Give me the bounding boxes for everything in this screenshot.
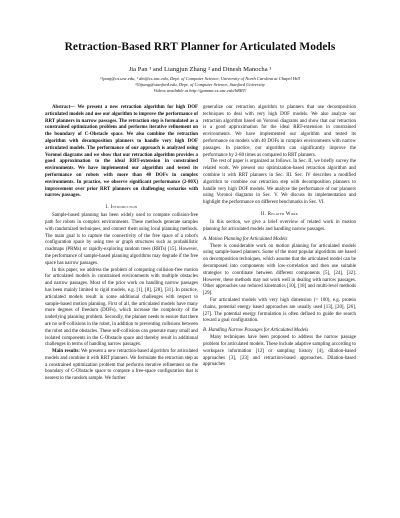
subsection-a-paragraph-1: There is considerable work on motion planning for articulated models using sample-based planners. Some of the most popular algorithms are based on decomposition techniques, which assume that the articulated model can be decomposed into components with low-correlation and then use suitable strategies to coordinate between different components [5], [24], [32]. However, these methods may not work well in dealing with narrow passages. Other approaches use reduced kinematics [10], [18] and multi-level methods [29]. [203,243,356,297]
video-link[interactable]: Videos available at http://gamma.cs.unc.edu/hRRT/ [153,88,247,93]
main-results-paragraph [45,349,198,383]
abstract-text: Abstract— We present a new retraction algorithm for high DOF articulated models and use our algorithm to improve the performance of RRT planners in narrow passages. The retraction step is formulated as a constrained optimization problem and performs iterative refinement on the boundary of C-Obstacle space. We also combine the retraction algorithm with decomposition planners to handle very high DOF articulated models. The performance of our approach is analyzed using Voronoi diagrams and we show that our retraction algorithm provides a good approximation to the ideal RRT-extension in constrained environments. We have implemented our algorithm and tested its performance on robots with more than 40 DOFs in complex environments. In practice, we observe significant performance (2-80X) improvement over prior RRT planners on challenging scenarios with narrow passages. [45,105,198,199]
main-results-body: We present a new retraction-based algorithm for articulated models and combine it with RRT planners. We formulate the retraction step as a constrained optimization problem that performs iterative refinement on the boundary of C-Obstacle space to compute a free-space configuration that is nearest to the random sample. We further [45,349,199,382]
affiliation-1: ¹{panj@cs.unc.edu, ¹ dm@cs.unc.edu, Dept. of Computer Science, University of North Carolina at Chapel Hill [100,76,300,81]
subsection-b-paragraph-1: Many techniques have been proposed to address the narrow passage problem for articulated models. These include adaptive sampling according to workspace information [12] or sampling history [4], dilation-based approaches [3], [23] and retraction-based approaches. Dilation-based approaches [203,335,356,368]
left-column [45,105,198,383]
subsection-heading-b: B. Handling Narrow Passages for Articulated Models [203,328,309,334]
subsection-a-paragraph-2: For articulated models with very high dimension (> 100), e.g. protein chains, potential energy based approaches are usually used [13], [20], [26], [27]. The potential energy formulation is often defined to guide the search toward a goal configuration. [203,297,356,324]
author-list: Jia Pan ¹ and Liangjun Zhang ² and Dinesh Manocha ¹ [128,66,272,73]
right-paragraph-1: generalize our retraction algorithm to planners that use decomposition techniques to deal with very high DOF models. We also analyze our retraction algorithm based on Voronoi diagrams and show that our retraction is a good approximation for the ideal RRT-extension in constrained environments. We have implemented our algorithm and tested its performance on models with 40 DOFs in complex environments with narrow passages. In practice, our algorithm can significantly improve the performance by 2-80 times as compared to RRT planners. [203,105,356,158]
section-heading-related-work: II. Related Work [260,211,299,217]
affiliation-2: ²{lijiang@stanford.edu, Dept. of Computer Science, Stanford University [135,82,265,87]
related-intro: In this section, we give a brief overview of related work in motion planning for articulated models and handling narrow passages. [203,219,356,232]
section-heading-introduction: I. Introduction [105,205,138,211]
main-results-lead: Main results: [52,349,80,355]
abstract [45,105,198,200]
intro-paragraph-1: Sample-based planning has been widely used to compute collision-free path for robots in complex environments. These methods generate samples with randomized techniques, and connect them using local planning methods. The main goal is to capture the connectivity of the free space of a robot's configuration space by using tree or graph structures such as probabilistic roadmaps (PRMs) or rapidly-exploring random trees (RRTs) [15]. However, the performance of sample-based planning algorithms may degrade if the free space has narrow passages. [45,213,198,266]
right-column [203,105,356,369]
paper-title: Retraction-Based RRT Planner for Articulated Models [64,41,336,53]
right-paragraph-2: The rest of paper is organized as follows. In Sec. II, we briefly survey the related work. We present our optimization-based retraction algorithm and combine it with RRT planners in Sec. III. Sec. IV describes a modified algorithm to combine our retraction step with decomposition planners to handle very high DOF models. We analyze the performance of our planners using Voronoi diagrams in Sec. V. We discuss its implementation and highlight the performance on different benchmarks in Sec. VI. [203,159,356,206]
intro-paragraph-2: In this paper, we address the problem of computing collision-free motion for articulated models in constrained environments with multiple obstacles and narrow passages. Most of the prior work on handling narrow passages has been mainly limited to rigid models, e.g. [1], [8], [28], [31]. In practice, articulated models result in some additional challenges with respect to sample-based motion planning. First of all, the articulated models have many more degrees of freedom (DOFs), which increase the complexity of the underlying planning problem. Secondly, the planner needs to ensure that there are no self-collisions in the robot, in addition to preventing collisions between the robot and the obstacles. These self-collisions can generate many small and isolated components in the C-Obstacle space and thereby result in additional challenges in terms of handling narrow passages. [45,267,198,348]
subsection-heading-a: A. Motion Planning for Articulated Models [203,236,288,242]
